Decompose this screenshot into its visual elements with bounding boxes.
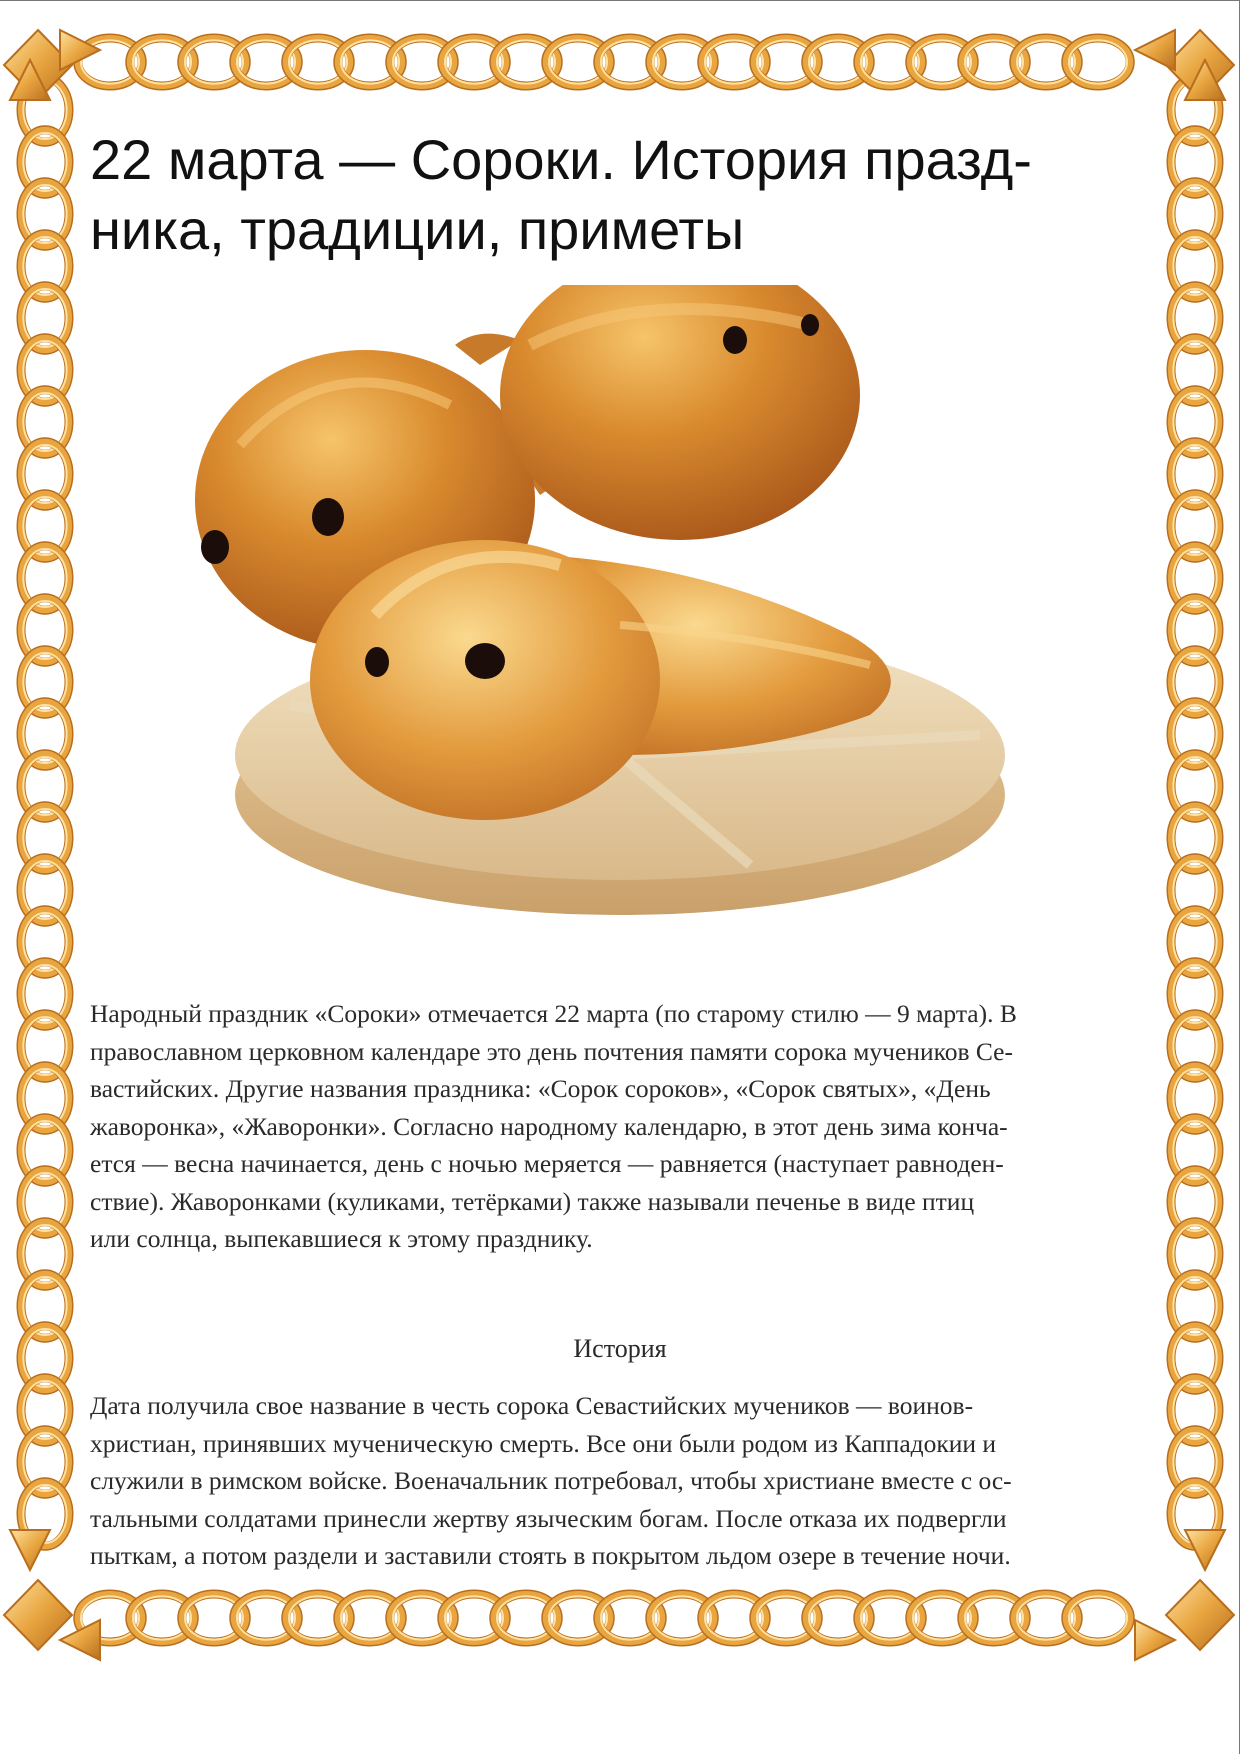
frame-braid-bottom	[78, 1594, 1130, 1642]
history-line: Дата получила свое название в честь сорока Севастийских мучеников — воинов-	[90, 1391, 974, 1420]
history-heading: История	[573, 1334, 667, 1363]
page-title-line-2: ника, традиции, приметы	[90, 198, 745, 261]
intro-paragraph	[90, 995, 1150, 1258]
intro-line: или солнца, выпекавшиеся к этому празднику.	[90, 1224, 593, 1253]
corner-ornament-top-right	[1135, 30, 1234, 100]
intro-line: Народный праздник «Сороки» отмечается 22 марта (по старому стилю — 9 марта). В	[90, 999, 1017, 1028]
history-paragraph	[90, 1387, 1150, 1575]
intro-line: ется — весна начинается, день с ночью меряется — равняется (наступает равноден-	[90, 1149, 1004, 1178]
frame-braid-left	[21, 78, 69, 1546]
frame-braid-right	[1171, 78, 1219, 1546]
corner-ornament-top-left	[4, 30, 100, 100]
intro-line: жаворонка», «Жаворонки». Согласно народному календарю, в этот день зима конча-	[90, 1111, 1008, 1141]
page-title-line-1: 22 марта — Сороки. История празд-	[90, 128, 1032, 191]
page-title	[90, 125, 1100, 265]
intro-line: православном церковном календаре это день почтения памяти сорока мучеников Се-	[90, 1036, 1013, 1066]
history-line: христиан, принявших мученическую смерть. Все они были родом из Каппадокии и	[90, 1428, 997, 1458]
intro-line: вастийских. Другие названия праздника: «Сорок сороков», «Сорок святых», «День	[90, 1074, 991, 1103]
lark-buns-photo	[150, 285, 1050, 955]
history-line: пыткам, а потом раздели и заставили стоять в покрытом льдом озере в течение ночи.	[90, 1541, 1011, 1570]
history-line: тальными солдатами принесли жертву языческим богам. После отказа их подвергли	[90, 1503, 1007, 1533]
frame-braid-top	[78, 38, 1130, 86]
history-line: служили в римском войске. Военачальник потребовал, чтобы христиане вместе с ос-	[90, 1466, 1012, 1495]
intro-line: ствие). Жаворонками (куликами, тетёрками) также называли печенье в виде птиц	[90, 1186, 975, 1216]
